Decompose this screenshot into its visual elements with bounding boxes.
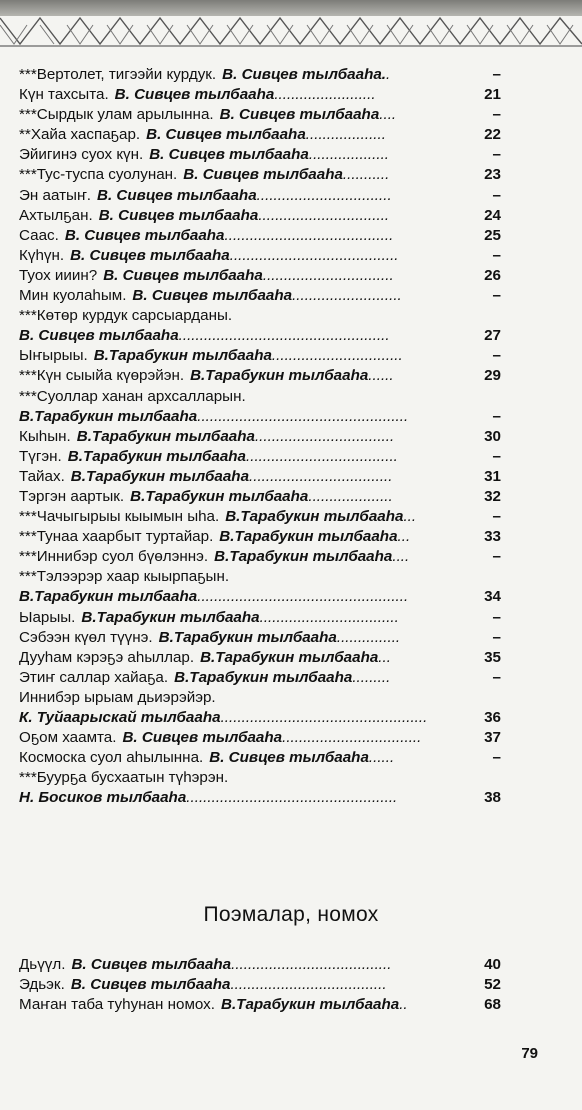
toc-entry <box>19 487 501 507</box>
entry-translator: В.Тарабукин тылбааһа <box>220 996 400 1014</box>
leader-dots: ...................................... <box>231 956 392 973</box>
entry-translator: В. Сивцев тылбааһа <box>103 266 263 284</box>
toc-entry <box>19 728 501 748</box>
toc-entry <box>19 286 501 306</box>
entry-page: 32 <box>484 487 501 505</box>
entry-title: Сэбээн күөл түүнэ. <box>19 628 153 646</box>
toc-entry-lead <box>19 467 484 487</box>
leader-dots: .................................... <box>246 447 398 465</box>
leader-dots: ............................... <box>262 266 394 284</box>
toc-entry <box>19 165 501 185</box>
leader-dots: .................... <box>308 487 393 505</box>
entry-title: Ыҥырыы. <box>19 347 88 365</box>
entry-page: – <box>492 106 501 124</box>
leader-dots: .......................... <box>292 287 402 305</box>
entry-page: – <box>492 287 501 305</box>
toc-entry-lead <box>19 326 484 346</box>
entry-title: Дьүүл. <box>19 956 66 973</box>
entry-title: Ыарыы. <box>19 608 76 626</box>
entry-translator: В. Сивцев тылбааһа <box>71 956 232 973</box>
entry-title: Тайах. <box>19 467 65 485</box>
entry-page: 21 <box>484 86 501 104</box>
entry-page: 36 <box>484 709 501 726</box>
toc-entry-lead <box>19 447 491 467</box>
entry-translator: В. Сивцев тылбааһа <box>98 206 259 224</box>
entry-page: 68 <box>484 996 501 1014</box>
leader-dots: ................................. <box>254 427 395 445</box>
toc-entry <box>19 955 501 975</box>
entry-page: – <box>492 668 501 686</box>
toc-entry-lead <box>19 85 484 105</box>
entry-title: ***Тунаа хаарбыт туртайар. <box>19 528 214 546</box>
toc-entry-lead <box>19 366 484 386</box>
toc-entry <box>19 246 501 266</box>
entry-translator: В. Сивцев тылбааһа <box>219 106 380 124</box>
toc-entry <box>19 206 501 226</box>
toc-entry-lead <box>19 975 484 995</box>
toc-entry <box>19 628 501 648</box>
entry-translator: В. Сивцев тылбааһа <box>64 226 225 244</box>
entry-title: ***Чачыгырыы кыымын ыһа. <box>19 508 220 526</box>
toc-entry-lead <box>19 246 491 266</box>
entry-title: Эйигинэ суох күн. <box>19 146 144 164</box>
leader-dots: .................................................. <box>186 789 398 807</box>
toc-entry <box>19 145 501 165</box>
toc-entry <box>19 708 501 728</box>
entry-page: 31 <box>484 467 501 485</box>
entry-title: Оҕом хаамта. <box>19 729 117 747</box>
entry-translator: В. Сивцев тылбааһа <box>146 126 306 144</box>
toc-entry-lead <box>19 186 491 206</box>
toc-entry-lead <box>19 995 484 1015</box>
toc-entry <box>19 366 501 386</box>
entry-title: ***Буурҕа бусхаатын түһэрэн. <box>19 769 229 787</box>
leader-dots: ...... <box>368 367 394 385</box>
entry-page: 33 <box>484 528 501 546</box>
entry-translator: В.Тарабукин тылбааһа <box>130 487 309 505</box>
entry-page: – <box>492 548 501 566</box>
toc-entry-lead <box>19 206 484 226</box>
entry-page: – <box>492 246 501 264</box>
toc-entry-lead <box>19 547 491 567</box>
entry-translator: В.Тарабукин тылбааһа <box>19 588 198 606</box>
entry-translator: В. Сивцев тылбааһа <box>122 729 283 747</box>
toc-entry-lead <box>19 65 491 85</box>
entry-page: – <box>492 508 501 526</box>
toc-entry-lead <box>19 165 484 185</box>
toc-entry <box>19 186 501 206</box>
toc-entry-lead <box>19 768 491 788</box>
toc-entry-lead <box>19 226 484 246</box>
entry-page: 25 <box>484 226 501 244</box>
leader-dots: ................................. <box>282 729 422 747</box>
entry-title: ***Тус-туспа суолунан. <box>19 166 178 184</box>
leader-dots: ................................................. <box>220 709 428 726</box>
entry-translator: В.Тарабукин тылбааһа <box>70 467 250 485</box>
leader-dots: .... <box>392 548 410 566</box>
entry-page: – <box>492 66 501 83</box>
leader-dots: .................................................. <box>197 407 409 425</box>
toc-entry-lead <box>19 955 484 975</box>
entry-translator: В.Тарабукин тылбааһа <box>190 367 369 385</box>
entry-title: Этиҥ саллар хайаҕа. <box>19 668 169 686</box>
entry-translator: В. Сивцев тылбааһа <box>114 86 275 104</box>
toc-entry <box>19 306 501 326</box>
table-of-contents <box>19 65 501 808</box>
toc-entry <box>19 387 501 407</box>
toc-entry <box>19 105 501 125</box>
entry-page: – <box>492 749 501 767</box>
entry-translator: В.Тарабукин тылбааһа <box>76 427 255 445</box>
entry-page: 38 <box>484 789 501 807</box>
entry-title: ***Көтөр курдук сарсыарданы. <box>19 307 233 325</box>
toc-entry-lead <box>19 788 484 808</box>
entry-title: Ахтылҕан. <box>19 206 93 224</box>
entry-translator: В. Сивцев тылбааһа. <box>222 66 387 83</box>
entry-page: – <box>492 347 501 365</box>
entry-title: ***Вертолет, тигээйи курдук. <box>19 66 217 83</box>
entry-page: 30 <box>484 427 501 445</box>
leader-dots: .... <box>379 106 397 124</box>
entry-translator: В. Сивцев тылбааһа <box>183 166 343 184</box>
toc-entry-lead <box>19 427 484 447</box>
toc-entry-lead <box>19 688 491 708</box>
entry-translator: Н. Босиков тылбааһа <box>19 789 187 807</box>
leader-dots: ... <box>397 528 411 546</box>
toc-entry <box>19 788 501 808</box>
entry-page: – <box>492 608 501 626</box>
toc-entry-lead <box>19 286 491 306</box>
toc-entry-lead <box>19 346 491 366</box>
entry-page: 27 <box>484 327 501 345</box>
toc-entry <box>19 768 501 788</box>
entry-page: 23 <box>484 166 501 184</box>
leader-dots: ................... <box>305 126 386 144</box>
leader-dots: ............................... <box>271 347 403 365</box>
entry-title: Кыһын. <box>19 427 71 445</box>
entry-title: Туох ииин? <box>19 266 98 284</box>
entry-page: – <box>492 146 501 164</box>
entry-page: – <box>492 407 501 425</box>
entry-translator: В. Сивцев тылбааһа <box>19 327 179 345</box>
entry-title: Саас. <box>19 226 59 244</box>
toc-entry <box>19 326 501 346</box>
entry-page: – <box>492 628 501 646</box>
entry-title: ***Суоллар ханан архсалларын. <box>19 387 246 405</box>
toc-entry-lead <box>19 487 484 507</box>
toc-entry-lead <box>19 748 491 768</box>
entry-title: ***Тэлээрэр хаар кыырпаҕын. <box>19 568 230 586</box>
toc-entry <box>19 346 501 366</box>
leader-dots: ..................................... <box>230 976 387 994</box>
toc-entry-lead <box>19 407 491 427</box>
leader-dots: ............... <box>336 628 401 646</box>
toc-entry <box>19 266 501 286</box>
leader-dots: ................................ <box>256 186 392 204</box>
toc-entry-lead <box>19 587 484 607</box>
entry-title: Күһүн. <box>19 246 65 264</box>
entry-title: ***Иннибэр суол бүөлэннэ. <box>19 548 209 566</box>
entry-translator: В. Сивцев тылбааһа <box>97 186 257 204</box>
toc-entry <box>19 547 501 567</box>
header-ornament <box>0 0 582 60</box>
entry-page: 24 <box>484 206 501 224</box>
toc-entry <box>19 668 501 688</box>
entry-translator: В.Тарабукин тылбааһа <box>225 508 404 526</box>
entry-translator: В.Тарабукин тылбааһа <box>19 407 198 425</box>
toc-entry <box>19 527 501 547</box>
entry-title: Түгэн. <box>19 447 62 465</box>
entry-page: 29 <box>484 367 501 385</box>
entry-title: Космоска суол аһылынна. <box>19 749 204 767</box>
entry-page: – <box>492 186 501 204</box>
toc-entry-lead <box>19 306 491 326</box>
page-number: 79 <box>521 1045 538 1062</box>
toc-entry <box>19 407 501 427</box>
toc-entry-lead <box>19 708 484 728</box>
entry-translator: В. Сивцев тылбааһа <box>149 146 309 164</box>
entry-translator: В.Тарабукин тылбааһа <box>67 447 246 465</box>
entry-title: Күн тахсыта. <box>19 86 109 104</box>
leader-dots: ........... <box>342 166 390 184</box>
leader-dots: ........................ <box>274 86 376 104</box>
toc-entry <box>19 226 501 246</box>
toc-entry-lead <box>19 125 484 145</box>
toc-entry <box>19 608 501 628</box>
toc-entry-lead <box>19 145 491 165</box>
entry-translator: В. Сивцев тылбааһа <box>70 246 230 264</box>
entry-translator: В.Тарабукин тылбааһа <box>200 648 379 666</box>
entry-translator: В.Тарабукин тылбааһа <box>214 548 393 566</box>
entry-translator: В.Тарабукин тылбааһа <box>158 628 337 646</box>
leader-dots: . <box>386 66 391 83</box>
leader-dots: ... <box>403 508 417 526</box>
toc-entry-lead <box>19 668 491 688</box>
leader-dots: ......... <box>352 668 391 686</box>
toc-entry-lead <box>19 105 491 125</box>
toc-entry-lead <box>19 266 484 286</box>
entry-page: 37 <box>484 729 501 747</box>
entry-translator: В.Тарабукин тылбааһа <box>93 347 272 365</box>
leader-dots: ................... <box>308 146 390 164</box>
toc-entry-lead <box>19 387 491 407</box>
entry-page: 22 <box>484 126 501 144</box>
leader-dots: .. <box>399 996 408 1014</box>
entry-page: 34 <box>484 588 501 606</box>
toc-entry <box>19 567 501 587</box>
leader-dots: ........................................ <box>229 246 399 264</box>
entry-title: ***Сырдык улам арылынна. <box>19 106 214 124</box>
entry-translator: В.Тарабукин тылбааһа <box>219 528 398 546</box>
entry-title: Эдьэк. <box>19 976 65 994</box>
entry-title: Маҥан таба туһунан номох. <box>19 996 215 1014</box>
toc-entry-lead <box>19 728 484 748</box>
toc-entry <box>19 447 501 467</box>
poems-list <box>19 955 501 1015</box>
toc-entry-lead <box>19 507 491 527</box>
toc-entry-lead <box>19 648 484 668</box>
entry-title: Эн аатыҥ. <box>19 186 92 204</box>
leader-dots: .................................. <box>249 467 393 485</box>
entry-title: Мин куолаһым. <box>19 287 127 305</box>
entry-page: 26 <box>484 266 501 284</box>
toc-entry <box>19 85 501 105</box>
entry-title: ***Күн сыыйа күөрэйэн. <box>19 367 185 385</box>
entry-title: Дууһам кэрэҕэ аһыллар. <box>19 648 195 666</box>
toc-entry-lead <box>19 628 491 648</box>
leader-dots: ........................................ <box>224 226 394 244</box>
entry-translator: В.Тарабукин тылбааһа <box>81 608 260 626</box>
entry-title: **Хайа хаспаҕар. <box>19 126 141 144</box>
toc-entry-lead <box>19 608 491 628</box>
toc-entry <box>19 995 501 1015</box>
toc-entry <box>19 587 501 607</box>
leader-dots: .................................................. <box>178 327 390 345</box>
toc-entry <box>19 427 501 447</box>
toc-entry <box>19 648 501 668</box>
entry-translator: В. Сивцев тылбааһа <box>209 749 369 767</box>
entry-title: Тэргэн аартык. <box>19 487 125 505</box>
toc-entry <box>19 688 501 708</box>
leader-dots: ............................... <box>258 206 390 224</box>
section-heading: Поэмалар, номох <box>203 903 379 926</box>
toc-entry <box>19 748 501 768</box>
entry-title: Иннибэр ырыам дьиэрэйэр. <box>19 688 216 706</box>
entry-page: – <box>492 447 501 465</box>
toc-entry <box>19 467 501 487</box>
toc-entry <box>19 975 501 995</box>
entry-translator: В. Сивцев тылбааһа <box>132 287 293 305</box>
toc-entry <box>19 507 501 527</box>
entry-page: 35 <box>484 648 501 666</box>
entry-page: 40 <box>484 956 501 973</box>
toc-entry-lead <box>19 567 491 587</box>
entry-translator: К. Туйаарыскай тылбааһа <box>19 709 221 726</box>
leader-dots: ...... <box>368 749 395 767</box>
toc-entry <box>19 125 501 145</box>
entry-translator: В. Сивцев тылбааһа <box>70 976 231 994</box>
entry-page: 52 <box>484 976 501 994</box>
leader-dots: ... <box>378 648 391 666</box>
toc-entry <box>19 65 501 85</box>
toc-entry-lead <box>19 527 484 547</box>
leader-dots: ................................. <box>259 608 399 626</box>
leader-dots: .................................................. <box>197 588 409 606</box>
entry-translator: В.Тарабукин тылбааһа <box>174 668 353 686</box>
